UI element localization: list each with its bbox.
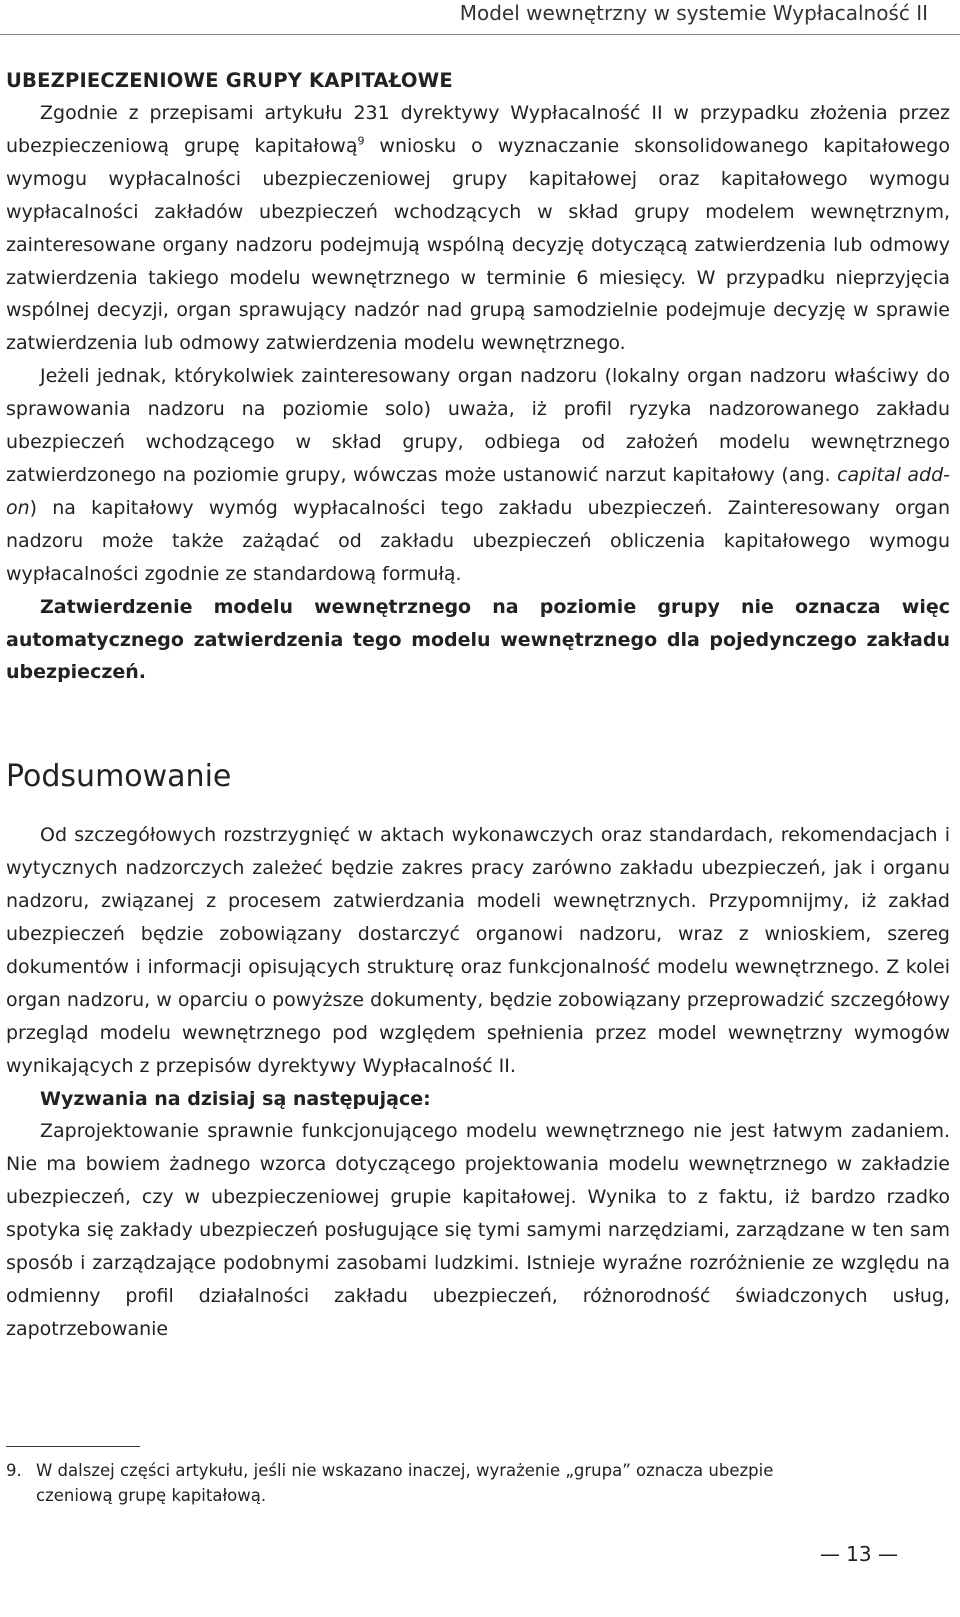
paragraph-text: wniosku o wyznaczanie skonsolidowanego kapitałowego wymogu wypłacalności ubezpieczeniowej grupy kapitałowej oraz kapitałowego wymogu wypłacalności zakładów ubezpieczeń wchodzących w skład grupy modelem wewnętrznym, zainteresowane organy nadzoru podejmują wspólną decyzję dotyczącą zatwierdzenia lub odmowy zatwierdzenia takiego modelu wewnętrznego w terminie 6 miesięcy. W przypadku nieprzyjęcia wspólnej decyzji, organ sprawujący nadzór nad grupą samodzielnie podejmuje decyzję w sprawie zatwierdzenia lub odmowy zatwierdzenia modelu wewnętrznego. [6, 134, 950, 355]
challenges-label: Wyzwania na dzisiaj są następujące: [40, 1087, 431, 1110]
paragraph-capital-add-on [6, 360, 950, 590]
page-number: — 13 — [819, 1542, 898, 1566]
chapter-heading: Podsumowanie [6, 759, 232, 795]
italic-term: capital add-on [6, 463, 950, 519]
header-rule [0, 34, 960, 35]
footnote [6, 1458, 924, 1508]
section-heading: UBEZPIECZENIOWE GRUPY KAPITAŁOWE [6, 69, 453, 92]
running-header: Model wewnętrzny w systemie Wypłacalność II [459, 1, 928, 25]
paragraph-text: ) na kapitałowy wymóg wypłacalności tego zakładu ubezpieczeń. Zainteresowany organ nadzoru może także zażądać od zakładu ubezpieczeń obliczenia kapitałowego wymogu wypłacalności zgodnie ze standardową formułą. [6, 496, 950, 585]
footnote-text-line1: W dalszej części artykułu, jeśli nie wskazano inaczej, wyrażenie „grupa” oznacza ubezpie [36, 1461, 774, 1480]
paragraph-group-approval [6, 97, 950, 360]
page-content [6, 64, 950, 1346]
paragraph-text: Jeżeli jednak, którykolwiek zainteresowany organ nadzoru (lokalny organ nadzoru właściwy do sprawowania nadzoru na poziomie solo) uważa, iż profil ryzyka nadzorowanego zakładu ubezpieczeń wchodzącego w skład grupy, odbiega od założeń modelu wewnętrznego zatwierdzonego na poziomie grupy, wówczas może ustanowić narzut kapitałowy (ang. [6, 365, 950, 486]
paragraph-text: Zgodnie z przepisami artykułu 231 dyrektywy Wypłacalność II w przypadku złożenia przez ubezpieczeniową grupę kapitałową [6, 102, 950, 157]
paragraph-challenges: Zaprojektowanie sprawnie funkcjonującego modelu wewnętrznego nie jest łatwym zadaniem. Nie ma bowiem żadnego wzorca dotyczącego projektowania modelu wewnętrznego w zakładzie ubezpieczeń, czy w ubezpieczeniowej grupie kapitałowej. Wynika to z faktu, iż bardzo rzadko spotyka się zakłady ubezpieczeń posługujące się tymi samymi narzędziami, zarządzane w ten sam sposób i zarządzające podobnymi zasobami ludzkimi. Istnieje wyraźne rozróżnienie ze względu na odmienny profil działalności zakładu ubezpieczeń, różnorodność świadczonych usług, zapotrzebowanie [6, 1120, 950, 1340]
footnote-text-line2: czeniową grupę kapitałową. [36, 1486, 267, 1505]
footnote-number: 9. [6, 1461, 22, 1480]
paragraph-bold-conclusion: Zatwierdzenie modelu wewnętrznego na poziomie grupy nie oznacza więc automatycznego zatwierdzenia tego modelu wewnętrznego dla pojedynczego zakładu ubezpieczeń. [6, 595, 950, 684]
footnote-rule [6, 1446, 140, 1447]
footnote-reference: 9 [357, 134, 365, 148]
paragraph-summary: Od szczegółowych rozstrzygnięć w aktach wykonawczych oraz standardach, rekomendacjach i wytycznych nadzorczych zależeć będzie zakres pracy zarówno zakładu ubezpieczeń, jak i organu nadzoru, związanej z procesem zatwierdzania modeli wewnętrznych. Przypomnijmy, iż zakład ubezpieczeń będzie zobowiązany dostarczyć organowi nadzoru, wraz z wnioskiem, szereg dokumentów i informacji opisujących strukturę oraz funkcjonalność modelu wewnętrznego. Z kolei organ nadzoru, w oparciu o powyższe dokumenty, będzie zobowiązany przeprowadzić szczegółowy przegląd modelu wewnętrznego pod względem spełnienia przez model wewnętrzny wymogów wynikających z przepisów dyrektywy Wypłacalność II. [6, 824, 950, 1077]
